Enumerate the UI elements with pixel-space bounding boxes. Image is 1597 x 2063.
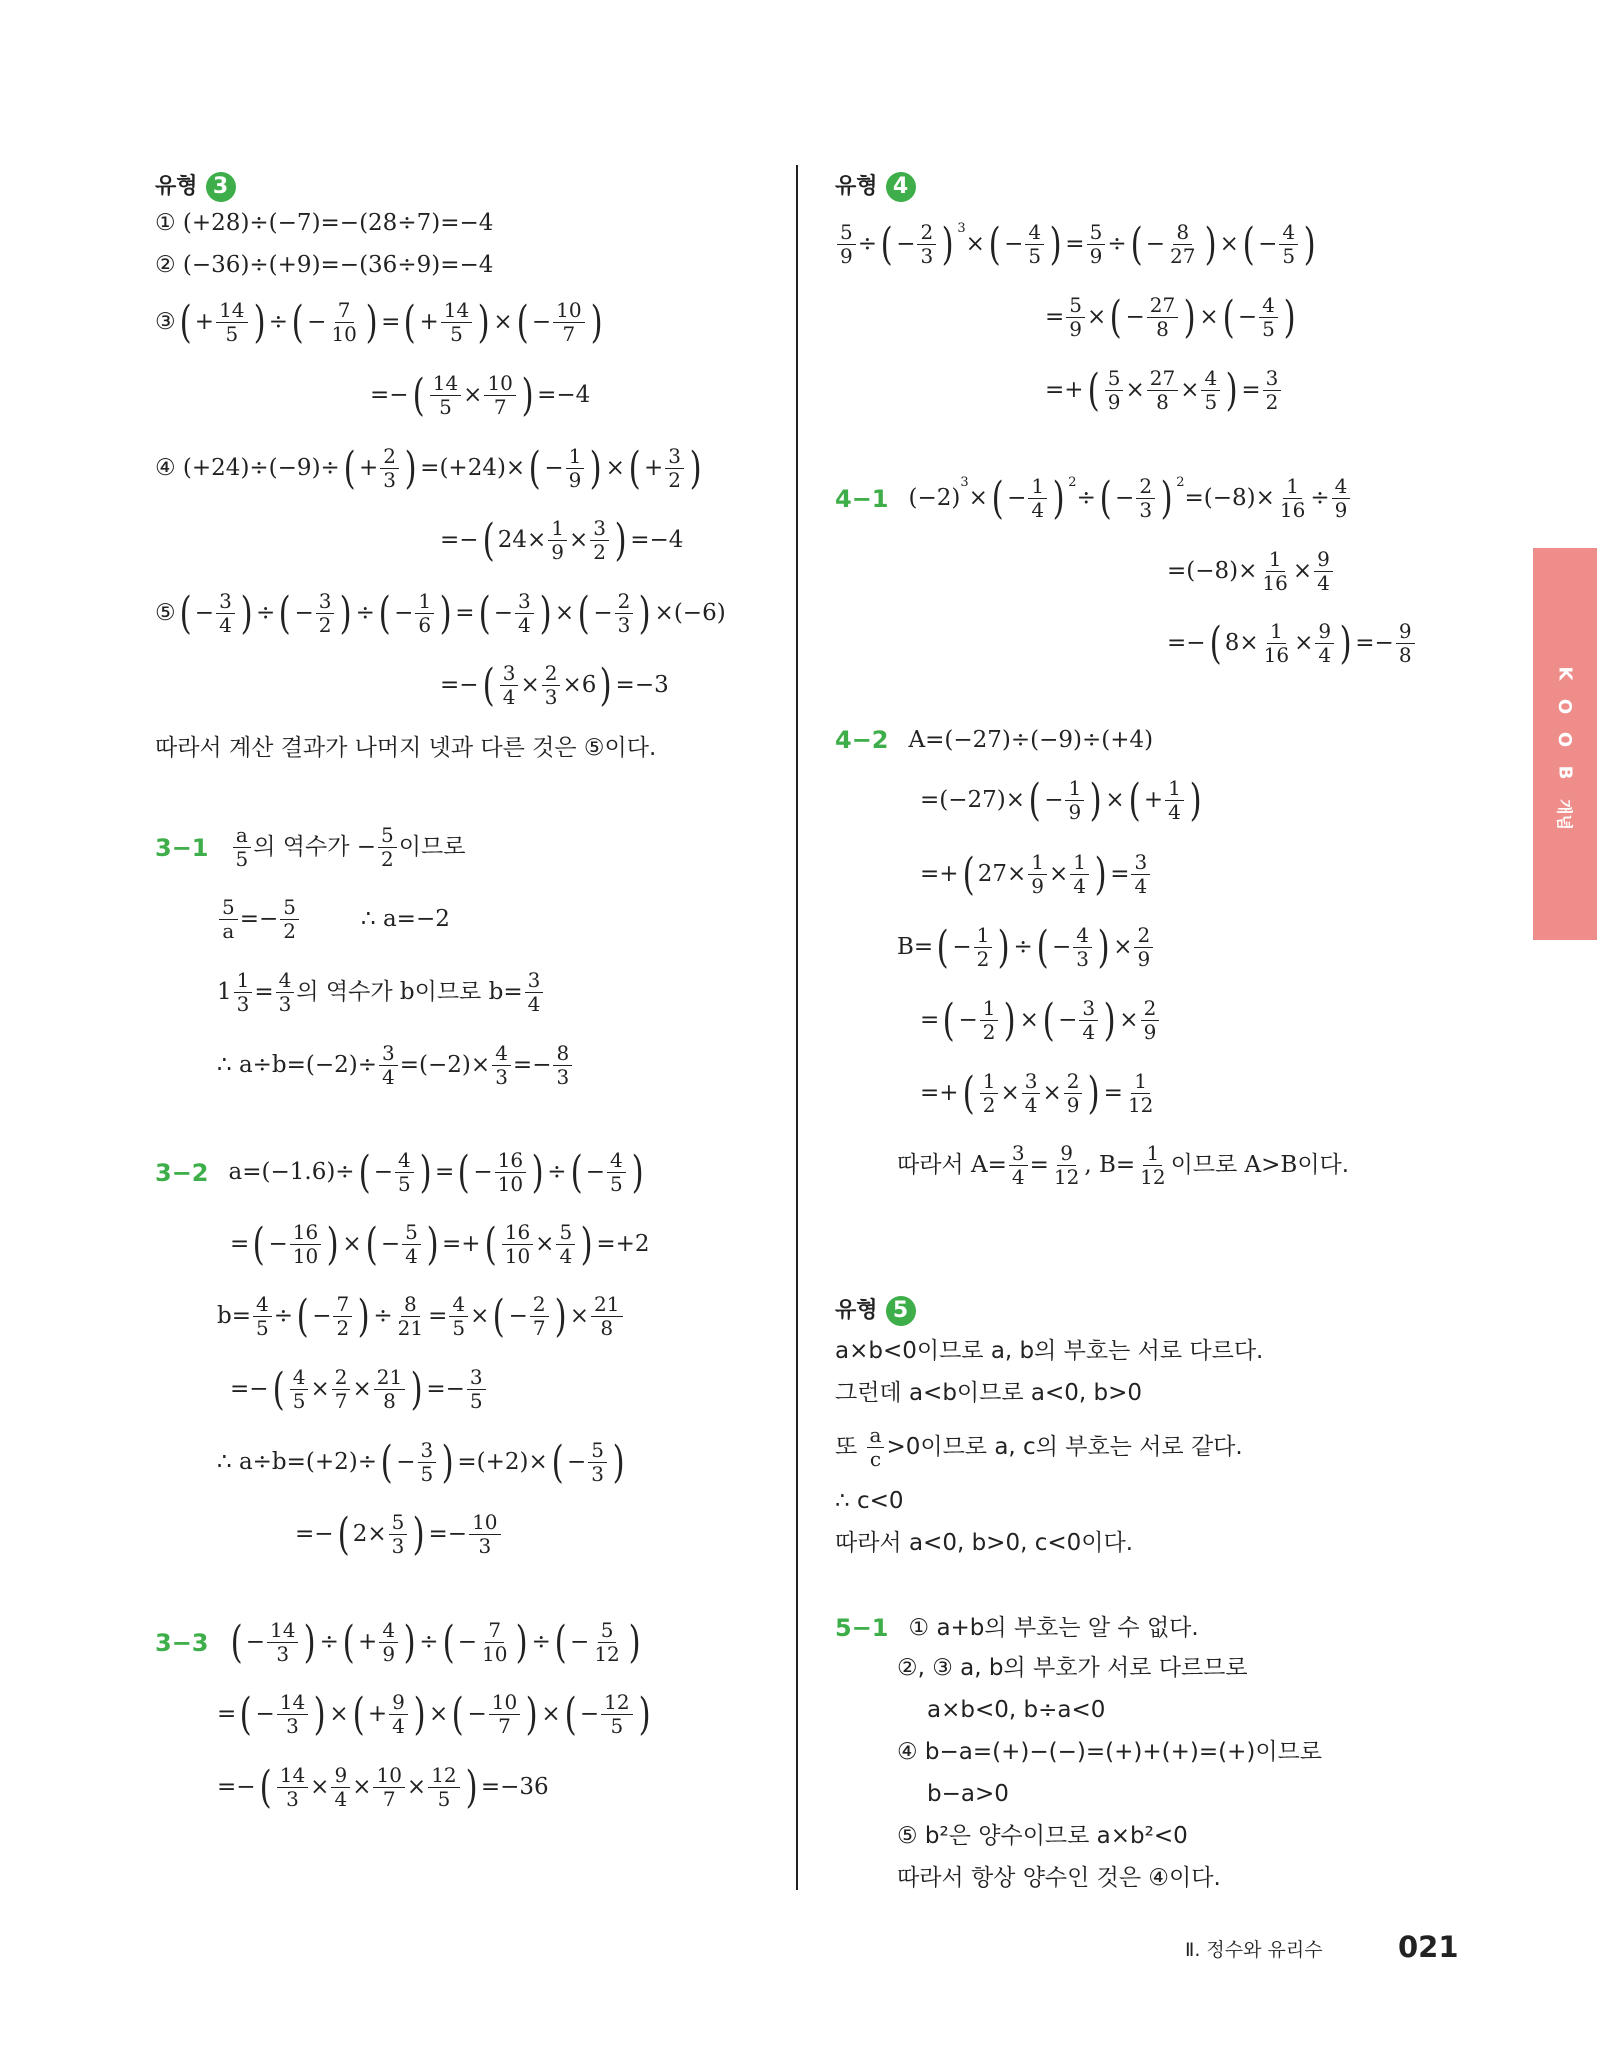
problem-3-2-line-3: b= $\frac{4}{5}$ ÷ ( − $\frac{7}{2}$ ) ÷ $\frac{8}{21}$ = $\frac{4}{5}$ × ( − $\frac{2}{7}$ ) × $\frac{21}{8}$ [217,1294,625,1339]
tab-letter: O [1554,698,1576,714]
type-3-heading [155,172,236,202]
type-label: 유형 [155,174,198,199]
side-tab [1533,548,1597,940]
problem-3-3-line-3: =− ( $\frac{14}{3}$ × $\frac{9}{4}$ × $\frac{10}{7}$ × $\frac{12}{5}$ ) =−36 [217,1761,549,1813]
type-3-item-1: ① (+28)÷(−7)=−(28÷7)=−4 [155,210,494,236]
problem-3-2-line-1: 3−2 a=(−1.6)÷ ( − $\frac{4}{5}$ ) = ( − $\frac{16}{10}$ ) ÷ ( − $\frac{4}{5}$ ) [155,1146,644,1198]
type-4-line-2: = $\frac{5}{9}$ × ( − $\frac{27}{8}$ ) × ( − $\frac{4}{5}$ ) [1045,291,1296,343]
problem-5-1-line-5: b−a>0 [927,1781,1009,1807]
problem-4-2-conclusion: 따라서 A= $\frac{3}{4}$ = $\frac{9}{12}$ , B= $\frac{1}{12}$ 이므로 A>B 이다. [897,1141,1350,1189]
problem-4-2-line-2: =(−27)× ( − $\frac{1}{9}$ ) × ( + $\frac{1}{4}$ ) [920,774,1202,826]
type-4-heading [835,172,916,202]
tab-letter: K [1554,666,1576,680]
page-number: 021 [1398,1930,1459,1964]
problem-3-2-line-2: = ( − $\frac{16}{10}$ ) × ( − $\frac{5}{4}$ ) =+ ( $\frac{16}{10}$ × $\frac{5}{4}$ ) =+2 [230,1218,650,1270]
problem-3-2-line-6: =− ( 2× $\frac{5}{3}$ ) =− $\frac{10}{3}$ [295,1512,503,1557]
problem-3-3-line-1: 3−3 ( − $\frac{14}{3}$ ) ÷ ( + $\frac{4}{9}$ ) ÷ ( − $\frac{7}{10}$ ) ÷ ( − $\frac{5}{12}$ ) [155,1616,641,1668]
type-number-badge: 3 [206,172,236,202]
type-3-item-2: ② (−36)÷(+9)=−(36÷9)=−4 [155,252,494,278]
problem-4-2-line-5: = ( − $\frac{1}{2}$ ) × ( − $\frac{3}{4}$ ) × $\frac{2}{9}$ [920,998,1161,1043]
problem-5-1-line-3: a×b<0, b÷a<0 [927,1697,1106,1723]
type-3-item-3-step: =− ( $\frac{14}{5}$ × $\frac{10}{7}$ ) =−4 [370,369,591,421]
problem-number: 5−1 [835,1614,889,1642]
problem-4-2-line-1: 4−2 A=(−27)÷(−9)÷(+4) [835,726,1154,754]
problem-number: 3−3 [155,1628,209,1657]
problem-3-3-line-2: = ( − $\frac{14}{3}$ ) × ( + $\frac{9}{4}$ ) × ( − $\frac{10}{7}$ ) × ( − $\frac{12}{5}$ ) [217,1688,651,1740]
problem-5-1-line-2: ②, ③ a, b의 부호가 서로 다르므로 [897,1655,1248,1681]
problem-5-1-line-7: 따라서 항상 양수인 것은 ④이다. [897,1865,1221,1891]
type-number-badge: 5 [886,1296,916,1326]
problem-number: 3−1 [155,833,209,862]
problem-3-2-line-4: =− ( $\frac{4}{5}$ × $\frac{2}{7}$ × $\frac{21}{8}$ ) =− $\frac{3}{5}$ [230,1367,488,1412]
problem-5-1-line-4: ④ b−a=(+)−(−)=(+)+(+)=(+)이므로 [897,1739,1322,1765]
type-3-conclusion: 따라서 계산 결과가 나머지 넷과 다른 것은 ⑤이다. [155,735,657,761]
type-3-item-4: ④ (+24)÷(−9)÷ ( + $\frac{2}{3}$ ) =(+24)× ( − $\frac{1}{9}$ ) × ( + $\frac{3}{2}$ ) [155,442,702,494]
type-4-line-3: =+ ( $\frac{5}{9}$ × $\frac{27}{8}$ × $\frac{4}{5}$ ) = $\frac{3}{2}$ [1045,368,1283,413]
tab-letter: B [1554,765,1576,779]
type-3-item-4-step: =− ( 24× $\frac{1}{9}$ × $\frac{3}{2}$ ) =−4 [440,514,684,566]
type-3-item-5-step: =− ( $\frac{3}{4}$ × $\frac{2}{3}$ ×6 ) =−3 [440,659,669,711]
column-divider [796,165,798,1890]
type-number-badge: 4 [886,172,916,202]
problem-3-1-line-4: ∴ a÷b=(−2)÷ $\frac{3}{4}$ =(−2)× $\frac{4}{3}$ =− $\frac{8}{3}$ [217,1043,574,1088]
type-5-heading [835,1296,916,1326]
problem-4-1-line-2: =(−8)× $\frac{1}{16}$ × $\frac{9}{4}$ [1167,549,1335,594]
type-label: 유형 [835,1298,878,1323]
problem-4-1-line-3: =− ( 8× $\frac{1}{16}$ × $\frac{9}{4}$ ) =− $\frac{9}{8}$ [1167,621,1417,666]
footer-chapter: Ⅱ. 정수와 유리수 [1185,1939,1323,1961]
type-5-line-3: 또 $\frac{a}{c}$ >0이므로 a, c의 부호는 서로 같다. [835,1423,1243,1471]
problem-4-2-line-6: =+ ( $\frac{1}{2}$ × $\frac{3}{4}$ × $\frac{2}{9}$ ) = $\frac{1}{12}$ [920,1067,1154,1119]
type-5-line-1: a×b<0이므로 a, b의 부호는 서로 다르다. [835,1338,1264,1364]
problem-3-2-line-5: ∴ a÷b=(+2)÷ ( − $\frac{3}{5}$ ) =(+2)× ( − $\frac{5}{3}$ ) [217,1436,625,1488]
tab-label: 개념 [1554,798,1574,830]
problem-3-1-line-2: $\frac{5}{a}$ =− $\frac{5}{2}$ ∴ a=−2 [217,897,450,942]
type-3-item-3: ③ ( + $\frac{14}{5}$ ) ÷ ( − $\frac{7}{10}$ ) = ( + $\frac{14}{5}$ ) × ( − $\frac{10}{7}$ ) [155,296,603,348]
problem-number: 4−2 [835,726,889,754]
type-5-line-2: 그런데 a<b이므로 a<0, b>0 [835,1380,1143,1406]
problem-4-1-line-1: 4−1 (−2) $^3$ × ( − $\frac{1}{4}$ ) $^2$ ÷ ( − $\frac{2}{3}$ ) $^2$ =(−8)× $\frac{1}{16}$ ÷ $\frac{4}{9}$ [835,476,1352,521]
problem-4-2-line-3: =+ ( 27× $\frac{1}{9}$ × $\frac{1}{4}$ ) = $\frac{3}{4}$ [920,852,1152,897]
problem-5-1-line-6: ⑤ b²은 양수이므로 a×b²<0 [897,1823,1188,1849]
type-3-item-5: ⑤ ( − $\frac{3}{4}$ ) ÷ ( − $\frac{3}{2}$ ) ÷ ( − $\frac{1}{6}$ ) = ( − $\frac{3}{4}$ ) × ( − $\frac{2}{3}$ ) ×(−6) [155,587,726,639]
problem-number: 4−1 [835,484,889,513]
problem-number: 3−2 [155,1158,209,1187]
type-4-line-1: $\frac{5}{9}$ ÷ ( − $\frac{2}{3}$ ) $^3$ × ( − $\frac{4}{5}$ ) = $\frac{5}{9}$ ÷ ( − $\frac{8}{27}$ ) × ( − $\frac{4}{5}$ ) [835,222,1319,267]
problem-3-1-line-3: 1 $\frac{1}{3}$ = $\frac{4}{3}$ 의 역수가 b 이므로 b= $\frac{3}{4}$ [217,970,545,1015]
problem-5-1-line-1: 5−1 ① a+b의 부호는 알 수 없다. [835,1614,1199,1642]
type-5-line-4: ∴ c<0 [835,1488,904,1514]
problem-4-2-line-4: B= ( − $\frac{1}{2}$ ) ÷ ( − $\frac{4}{3}$ ) × $\frac{2}{9}$ [897,925,1155,970]
tab-letter: O [1554,731,1576,747]
type-5-line-5: 따라서 a<0, b>0, c<0이다. [835,1530,1134,1556]
problem-3-1-line-1: 3−1 $\frac{a}{5}$ 의 역수가 − $\frac{5}{2}$ 이므로 [155,823,466,871]
type-label: 유형 [835,174,878,199]
